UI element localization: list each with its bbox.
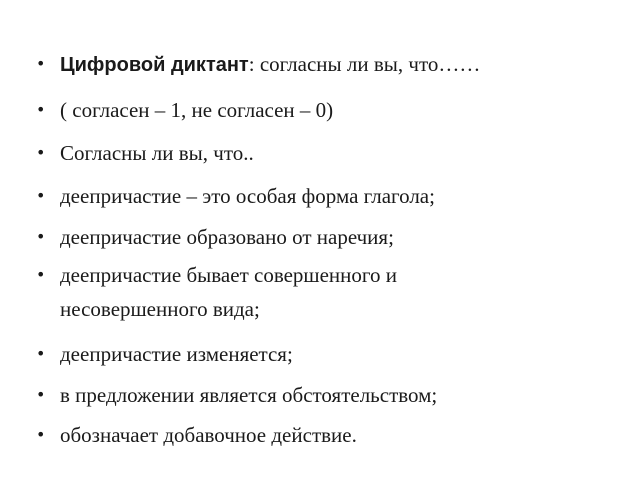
- list-item-statement-3: [60, 258, 500, 326]
- list-item-question: [60, 141, 620, 165]
- list-item-title: [60, 52, 620, 77]
- list-item-scoring: [60, 98, 620, 122]
- statement-text: деепричастие – это особая форма глагола;: [60, 184, 435, 208]
- list-item-statement-5: [60, 383, 620, 407]
- bullet-icon: [36, 141, 45, 165]
- bullet-icon: [36, 52, 45, 76]
- statement-text: деепричастие бывает совершенного и несовершенного вида;: [60, 263, 397, 321]
- question-text: Согласны ли вы, что..: [60, 141, 254, 165]
- dictation-title: Цифровой диктант: [60, 54, 249, 76]
- scoring-note: ( согласен – 1, не согласен – 0): [60, 98, 334, 122]
- bullet-icon: [36, 98, 45, 122]
- statement-text: в предложении является обстоятельством;: [60, 383, 438, 407]
- bullet-icon: [36, 423, 45, 447]
- bullet-icon: [36, 184, 45, 208]
- list-item-statement-2: [60, 225, 620, 249]
- statement-text: деепричастие образовано от наречия;: [60, 225, 394, 249]
- bullet-icon: [36, 225, 45, 249]
- statement-text: обозначает добавочное действие.: [60, 423, 357, 447]
- statement-text: деепричастие изменяется;: [60, 342, 293, 366]
- list-item-statement-1: [60, 184, 620, 208]
- bullet-icon: [36, 383, 45, 407]
- bullet-icon: [36, 258, 45, 292]
- list-item-statement-4: [60, 342, 620, 366]
- bullet-icon: [36, 342, 45, 366]
- list-item-statement-6: [60, 423, 620, 447]
- dictation-prompt: : согласны ли вы, что……: [248, 52, 481, 76]
